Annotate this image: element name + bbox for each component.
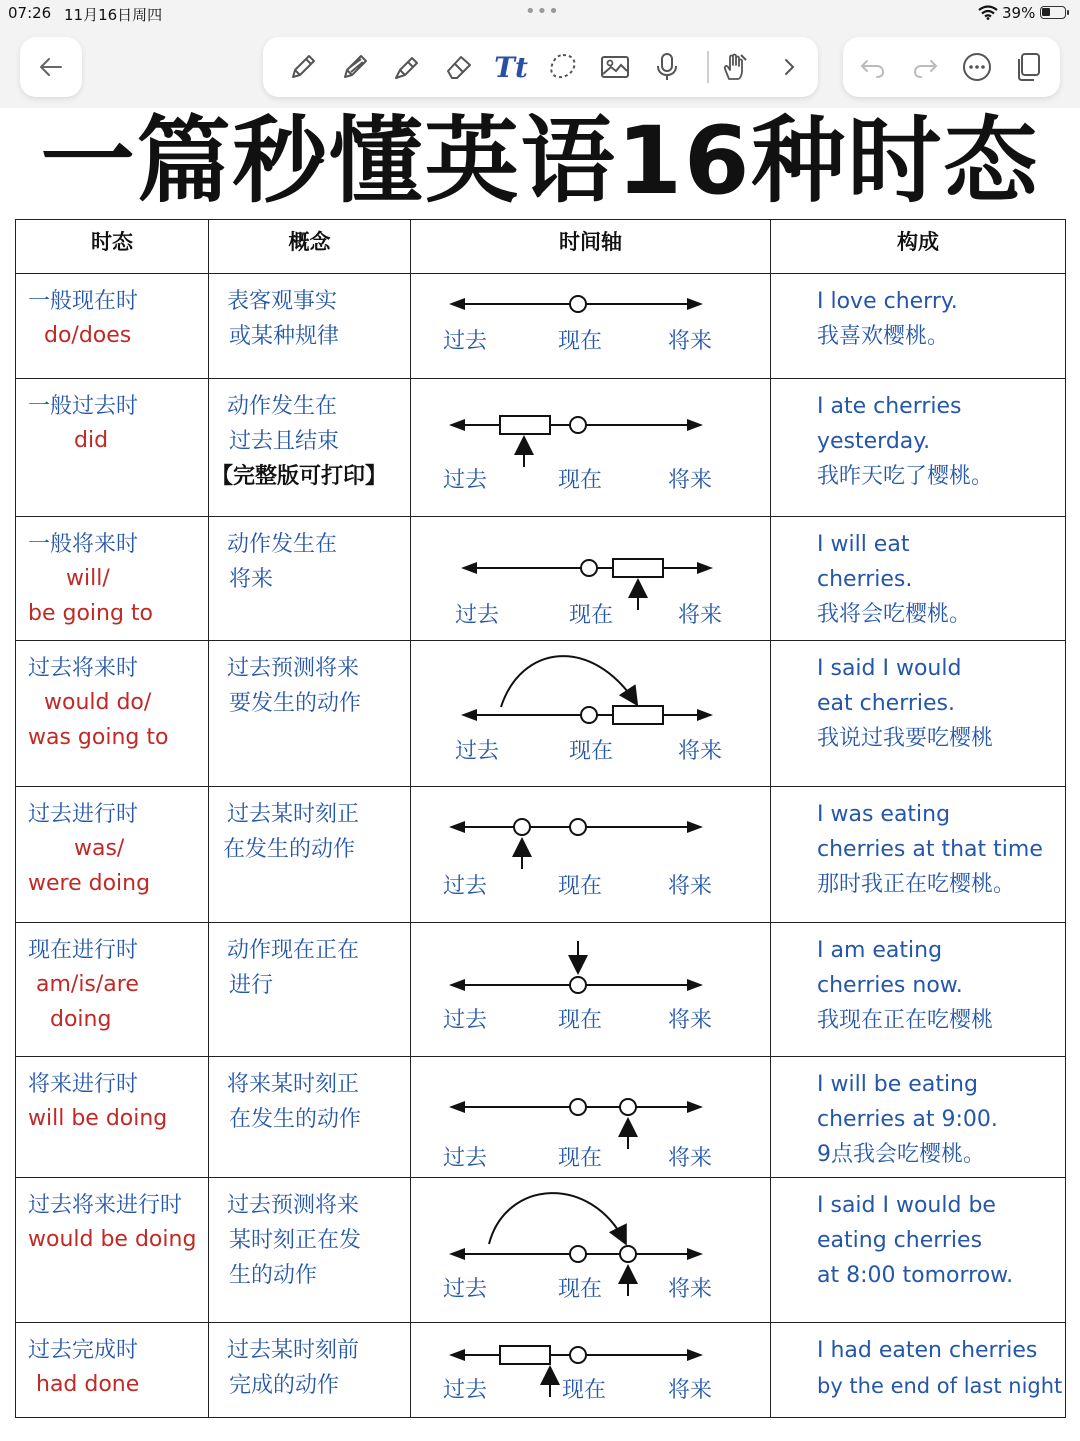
pen-icon: [287, 51, 319, 83]
axis-right-arrow: [687, 1349, 703, 1361]
timeline-label-now: 现在: [569, 603, 614, 628]
tense-form: will be doing: [28, 1106, 168, 1131]
axis-left-arrow: [449, 821, 465, 833]
back-button[interactable]: [20, 37, 82, 97]
concept-text: 过去且结束: [229, 429, 340, 454]
tense-form: will/: [66, 566, 110, 591]
microphone-tool-button[interactable]: [647, 47, 687, 87]
axis-left-arrow: [449, 298, 465, 310]
example-text: cherries at that time: [817, 837, 1043, 862]
concept-text: 某时刻正在发: [229, 1228, 362, 1253]
now-point: [570, 1347, 586, 1363]
timeline-diagram: [411, 379, 771, 517]
more-tools-button[interactable]: [769, 47, 809, 87]
tense-form: doing: [50, 1007, 112, 1032]
tense-cell: [16, 517, 209, 641]
redo-icon: [911, 55, 939, 79]
example-cell: [771, 923, 1066, 1057]
action-box: [613, 706, 663, 724]
table-row: [16, 1178, 1066, 1323]
example-text: 我说过我要吃樱桃: [817, 726, 994, 751]
table-row: [16, 517, 1066, 641]
tense-form: was/: [74, 836, 125, 861]
table-header-row: [16, 220, 1066, 274]
timeline-label-past: 过去: [455, 739, 500, 764]
axis-right-arrow: [687, 821, 703, 833]
tense-name: 将来进行时: [28, 1072, 139, 1097]
concept-cell: [209, 923, 411, 1057]
concept-text: 过去预测将来: [227, 656, 360, 681]
example-text: cherries now.: [817, 973, 963, 998]
concept-text: 过去某时刻前: [227, 1338, 360, 1363]
concept-cell: [209, 1057, 411, 1178]
example-cell: [771, 379, 1066, 517]
concept-text: 在发生的动作: [223, 837, 356, 862]
concept-cell: [209, 1323, 411, 1418]
concept-text: 将来: [229, 567, 274, 592]
example-cell: [771, 517, 1066, 641]
example-text: I love cherry.: [817, 289, 958, 314]
more-options-button[interactable]: [957, 47, 997, 87]
timeline-label-past: 过去: [443, 329, 488, 354]
tense-form: do/does: [44, 323, 132, 348]
multitasking-dots[interactable]: •••: [525, 1, 560, 22]
example-text: eating cherries: [817, 1228, 983, 1253]
example-text: I am eating: [817, 938, 943, 963]
past-moment-point: [514, 819, 530, 835]
table-row: [16, 923, 1066, 1057]
timeline-label-now: 现在: [558, 1146, 603, 1171]
now-point: [581, 707, 597, 723]
timeline-diagram: [411, 787, 771, 923]
timeline-label-now: 现在: [569, 739, 614, 764]
axis-left-arrow: [461, 562, 477, 574]
timeline-label-future: 将来: [668, 1277, 713, 1302]
undo-icon: [859, 55, 887, 79]
axis-right-arrow: [687, 979, 703, 991]
pencil-tool-button[interactable]: [335, 47, 375, 87]
timeline-label-future: 将来: [678, 739, 723, 764]
tense-form: would be doing: [28, 1227, 197, 1252]
example-text: I ate cherries: [817, 394, 962, 419]
axis-left-arrow: [449, 1349, 465, 1361]
tense-cell: [16, 1323, 209, 1418]
highlighter-icon: [391, 51, 423, 83]
battery-percent: 39%: [1002, 4, 1036, 22]
action-box: [613, 559, 663, 577]
example-text: eat cherries.: [817, 691, 956, 716]
tense-form: had done: [36, 1372, 140, 1397]
concept-text: 生的动作: [229, 1263, 318, 1288]
microphone-icon: [651, 51, 683, 83]
concept-text: 将来某时刻正: [227, 1072, 360, 1097]
tense-form: were doing: [28, 871, 151, 896]
example-text: 我喜欢樱桃。: [817, 324, 950, 349]
status-bar: [0, 0, 1080, 30]
status-date: 11月16日周四: [64, 6, 163, 24]
example-text: 9点我会吃樱桃。: [817, 1142, 985, 1167]
tense-name: 一般将来时: [28, 532, 139, 557]
timeline-cell: [411, 787, 771, 923]
axis-right-arrow: [687, 1248, 703, 1260]
prediction-arc: [501, 656, 636, 707]
example-text: cherries at 9:00.: [817, 1107, 998, 1132]
example-text: 那时我正在吃樱桃。: [817, 872, 1016, 897]
hand-icon: [719, 51, 751, 83]
header-form: 构成: [771, 220, 1066, 274]
concept-text: 表客观事实: [227, 289, 338, 314]
timeline-label-now: 现在: [558, 1008, 603, 1033]
eraser-icon: [443, 51, 475, 83]
concept-cell: [209, 379, 411, 517]
concept-text: 要发生的动作: [229, 691, 362, 716]
image-tool-button[interactable]: [595, 47, 635, 87]
table-row: [16, 274, 1066, 379]
timeline-label-future: 将来: [668, 1378, 713, 1403]
timeline-label-future: 将来: [668, 1146, 713, 1171]
timeline-cell: [411, 517, 771, 641]
action-box: [500, 1346, 550, 1364]
timeline-label-past: 过去: [443, 1378, 488, 1403]
axis-left-arrow: [449, 1248, 465, 1260]
table-row: [16, 641, 1066, 787]
timeline-label-now: 现在: [558, 874, 603, 899]
example-text: I said I would: [817, 656, 962, 681]
concept-cell: [209, 274, 411, 379]
undo-button[interactable]: [853, 47, 893, 87]
axis-left-arrow: [449, 1101, 465, 1113]
pages-icon: [1013, 51, 1045, 83]
concept-text: 进行: [229, 973, 274, 998]
example-text: by the end of last night: [817, 1374, 1063, 1398]
pencil-icon: [339, 51, 371, 83]
tense-form: would do/: [44, 690, 152, 715]
tense-name: 过去将来进行时: [28, 1193, 183, 1218]
timeline-label-future: 将来: [678, 603, 723, 628]
concept-cell: [209, 1178, 411, 1323]
example-text: 我昨天吃了樱桃。: [817, 464, 994, 489]
now-point: [570, 1246, 586, 1262]
example-cell: [771, 641, 1066, 787]
example-text: I had eaten cherries: [817, 1338, 1038, 1363]
tense-cell: [16, 1057, 209, 1178]
concept-cell: [209, 517, 411, 641]
timeline-label-past: 过去: [443, 874, 488, 899]
example-text: I will be eating: [817, 1072, 978, 1097]
concept-text: 在发生的动作: [229, 1107, 362, 1132]
table-row: [16, 1323, 1066, 1418]
eraser-tool-button[interactable]: [439, 47, 479, 87]
axis-left-arrow: [449, 979, 465, 991]
tense-cell: [16, 641, 209, 787]
axis-right-arrow: [697, 562, 713, 574]
timeline-cell: [411, 641, 771, 787]
concept-text: 动作现在正在: [227, 938, 360, 963]
timeline-cell: [411, 1178, 771, 1323]
tense-name: 一般现在时: [28, 289, 139, 314]
tense-cell: [16, 1178, 209, 1323]
table-row: [16, 787, 1066, 923]
touch-draw-button[interactable]: [715, 47, 755, 87]
example-text: yesterday.: [817, 429, 931, 454]
example-cell: [771, 1323, 1066, 1418]
timeline-label-future: 将来: [668, 1008, 713, 1033]
axis-left-arrow: [449, 419, 465, 431]
concept-text: 动作发生在: [227, 532, 338, 557]
tense-name: 过去进行时: [28, 802, 139, 827]
concept-text: 过去某时刻正: [227, 802, 360, 827]
now-point: [570, 1099, 586, 1115]
text-icon: Tt: [494, 50, 528, 84]
timeline-cell: [411, 274, 771, 379]
tense-name: 过去完成时: [28, 1338, 139, 1363]
timeline-cell: [411, 1057, 771, 1178]
concept-cell: [209, 641, 411, 787]
back-arrow-icon: [39, 57, 63, 77]
redo-button[interactable]: [905, 47, 945, 87]
tense-name: 现在进行时: [28, 938, 139, 963]
example-text: I will eat: [817, 532, 910, 557]
table-row: [16, 379, 1066, 517]
now-point: [570, 977, 586, 993]
lasso-icon: [547, 51, 579, 83]
timeline-label-now: 现在: [562, 1378, 607, 1403]
prediction-arc: [489, 1193, 625, 1244]
timeline-label-now: 现在: [558, 468, 603, 493]
wifi-icon: [978, 5, 998, 20]
concept-text: 动作发生在: [227, 394, 338, 419]
timeline-label-past: 过去: [443, 1277, 488, 1302]
timeline-label-future: 将来: [668, 329, 713, 354]
future-moment-point: [620, 1099, 636, 1115]
concept-text: 过去预测将来: [227, 1193, 360, 1218]
example-cell: [771, 1178, 1066, 1323]
tense-name: 一般过去时: [28, 394, 139, 419]
now-point: [570, 296, 586, 312]
example-cell: [771, 1057, 1066, 1178]
axis-right-arrow: [697, 709, 713, 721]
table-row: [16, 1057, 1066, 1178]
now-point: [581, 560, 597, 576]
timeline-label-now: 现在: [558, 1277, 603, 1302]
future-moment-point: [620, 1246, 636, 1262]
header-tense: 时态: [16, 220, 209, 274]
timeline-label-past: 过去: [443, 1008, 488, 1033]
tense-cell: [16, 923, 209, 1057]
pages-button[interactable]: [1009, 47, 1049, 87]
tense-table: [15, 219, 1066, 1418]
timeline-diagram: [411, 641, 771, 787]
example-text: cherries.: [817, 567, 913, 592]
header-concept: 概念: [209, 220, 411, 274]
example-text: 我将会吃樱桃。: [817, 602, 972, 627]
timeline-label-past: 过去: [455, 603, 500, 628]
timeline-cell: [411, 379, 771, 517]
example-text: I said I would be: [817, 1193, 996, 1218]
example-text: 我现在正在吃樱桃: [817, 1008, 994, 1033]
tense-cell: [16, 274, 209, 379]
now-point: [570, 819, 586, 835]
battery-icon: [1040, 6, 1066, 19]
lasso-tool-button[interactable]: [543, 47, 583, 87]
timeline-label-future: 将来: [668, 874, 713, 899]
concept-text: 完成的动作: [229, 1373, 340, 1398]
timeline-label-past: 过去: [443, 1146, 488, 1171]
printable-note: 【完整版可打印】: [211, 464, 388, 489]
pen-tool-button[interactable]: [283, 47, 323, 87]
header-timeline: 时间轴: [411, 220, 771, 274]
example-cell: [771, 787, 1066, 923]
tense-form: did: [74, 428, 109, 453]
tense-cell: [16, 379, 209, 517]
concept-cell: [209, 787, 411, 923]
more-icon: [961, 51, 993, 83]
example-text: at 8:00 tomorrow.: [817, 1263, 1014, 1288]
image-icon: [599, 51, 631, 83]
toolbar-separator: [707, 51, 709, 83]
page-title: 一篇秒懂英语16种时态: [40, 107, 1040, 216]
timeline-cell: [411, 923, 771, 1057]
concept-text: 或某种规律: [229, 324, 340, 349]
action-box: [500, 416, 550, 434]
text-tool-button[interactable]: [491, 47, 531, 87]
example-cell: [771, 274, 1066, 379]
status-time: 07:26: [8, 4, 52, 22]
timeline-label-past: 过去: [443, 468, 488, 493]
timeline-diagram: [411, 923, 771, 1057]
drawing-toolbar: [263, 37, 818, 97]
tense-cell: [16, 787, 209, 923]
axis-right-arrow: [687, 1101, 703, 1113]
highlighter-tool-button[interactable]: [387, 47, 427, 87]
tense-name: 过去将来时: [28, 656, 139, 681]
timeline-label-now: 现在: [558, 329, 603, 354]
timeline-label-future: 将来: [668, 468, 713, 493]
tense-form: was going to: [28, 725, 169, 750]
tense-form: am/is/are: [36, 972, 139, 997]
axis-right-arrow: [687, 298, 703, 310]
axis-right-arrow: [687, 419, 703, 431]
axis-left-arrow: [461, 709, 477, 721]
now-point: [570, 417, 586, 433]
timeline-cell: [411, 1323, 771, 1418]
document-actions: [843, 37, 1060, 97]
example-text: I was eating: [817, 802, 951, 827]
chevron-right-icon: [779, 55, 799, 79]
tense-form: be going to: [28, 601, 154, 626]
